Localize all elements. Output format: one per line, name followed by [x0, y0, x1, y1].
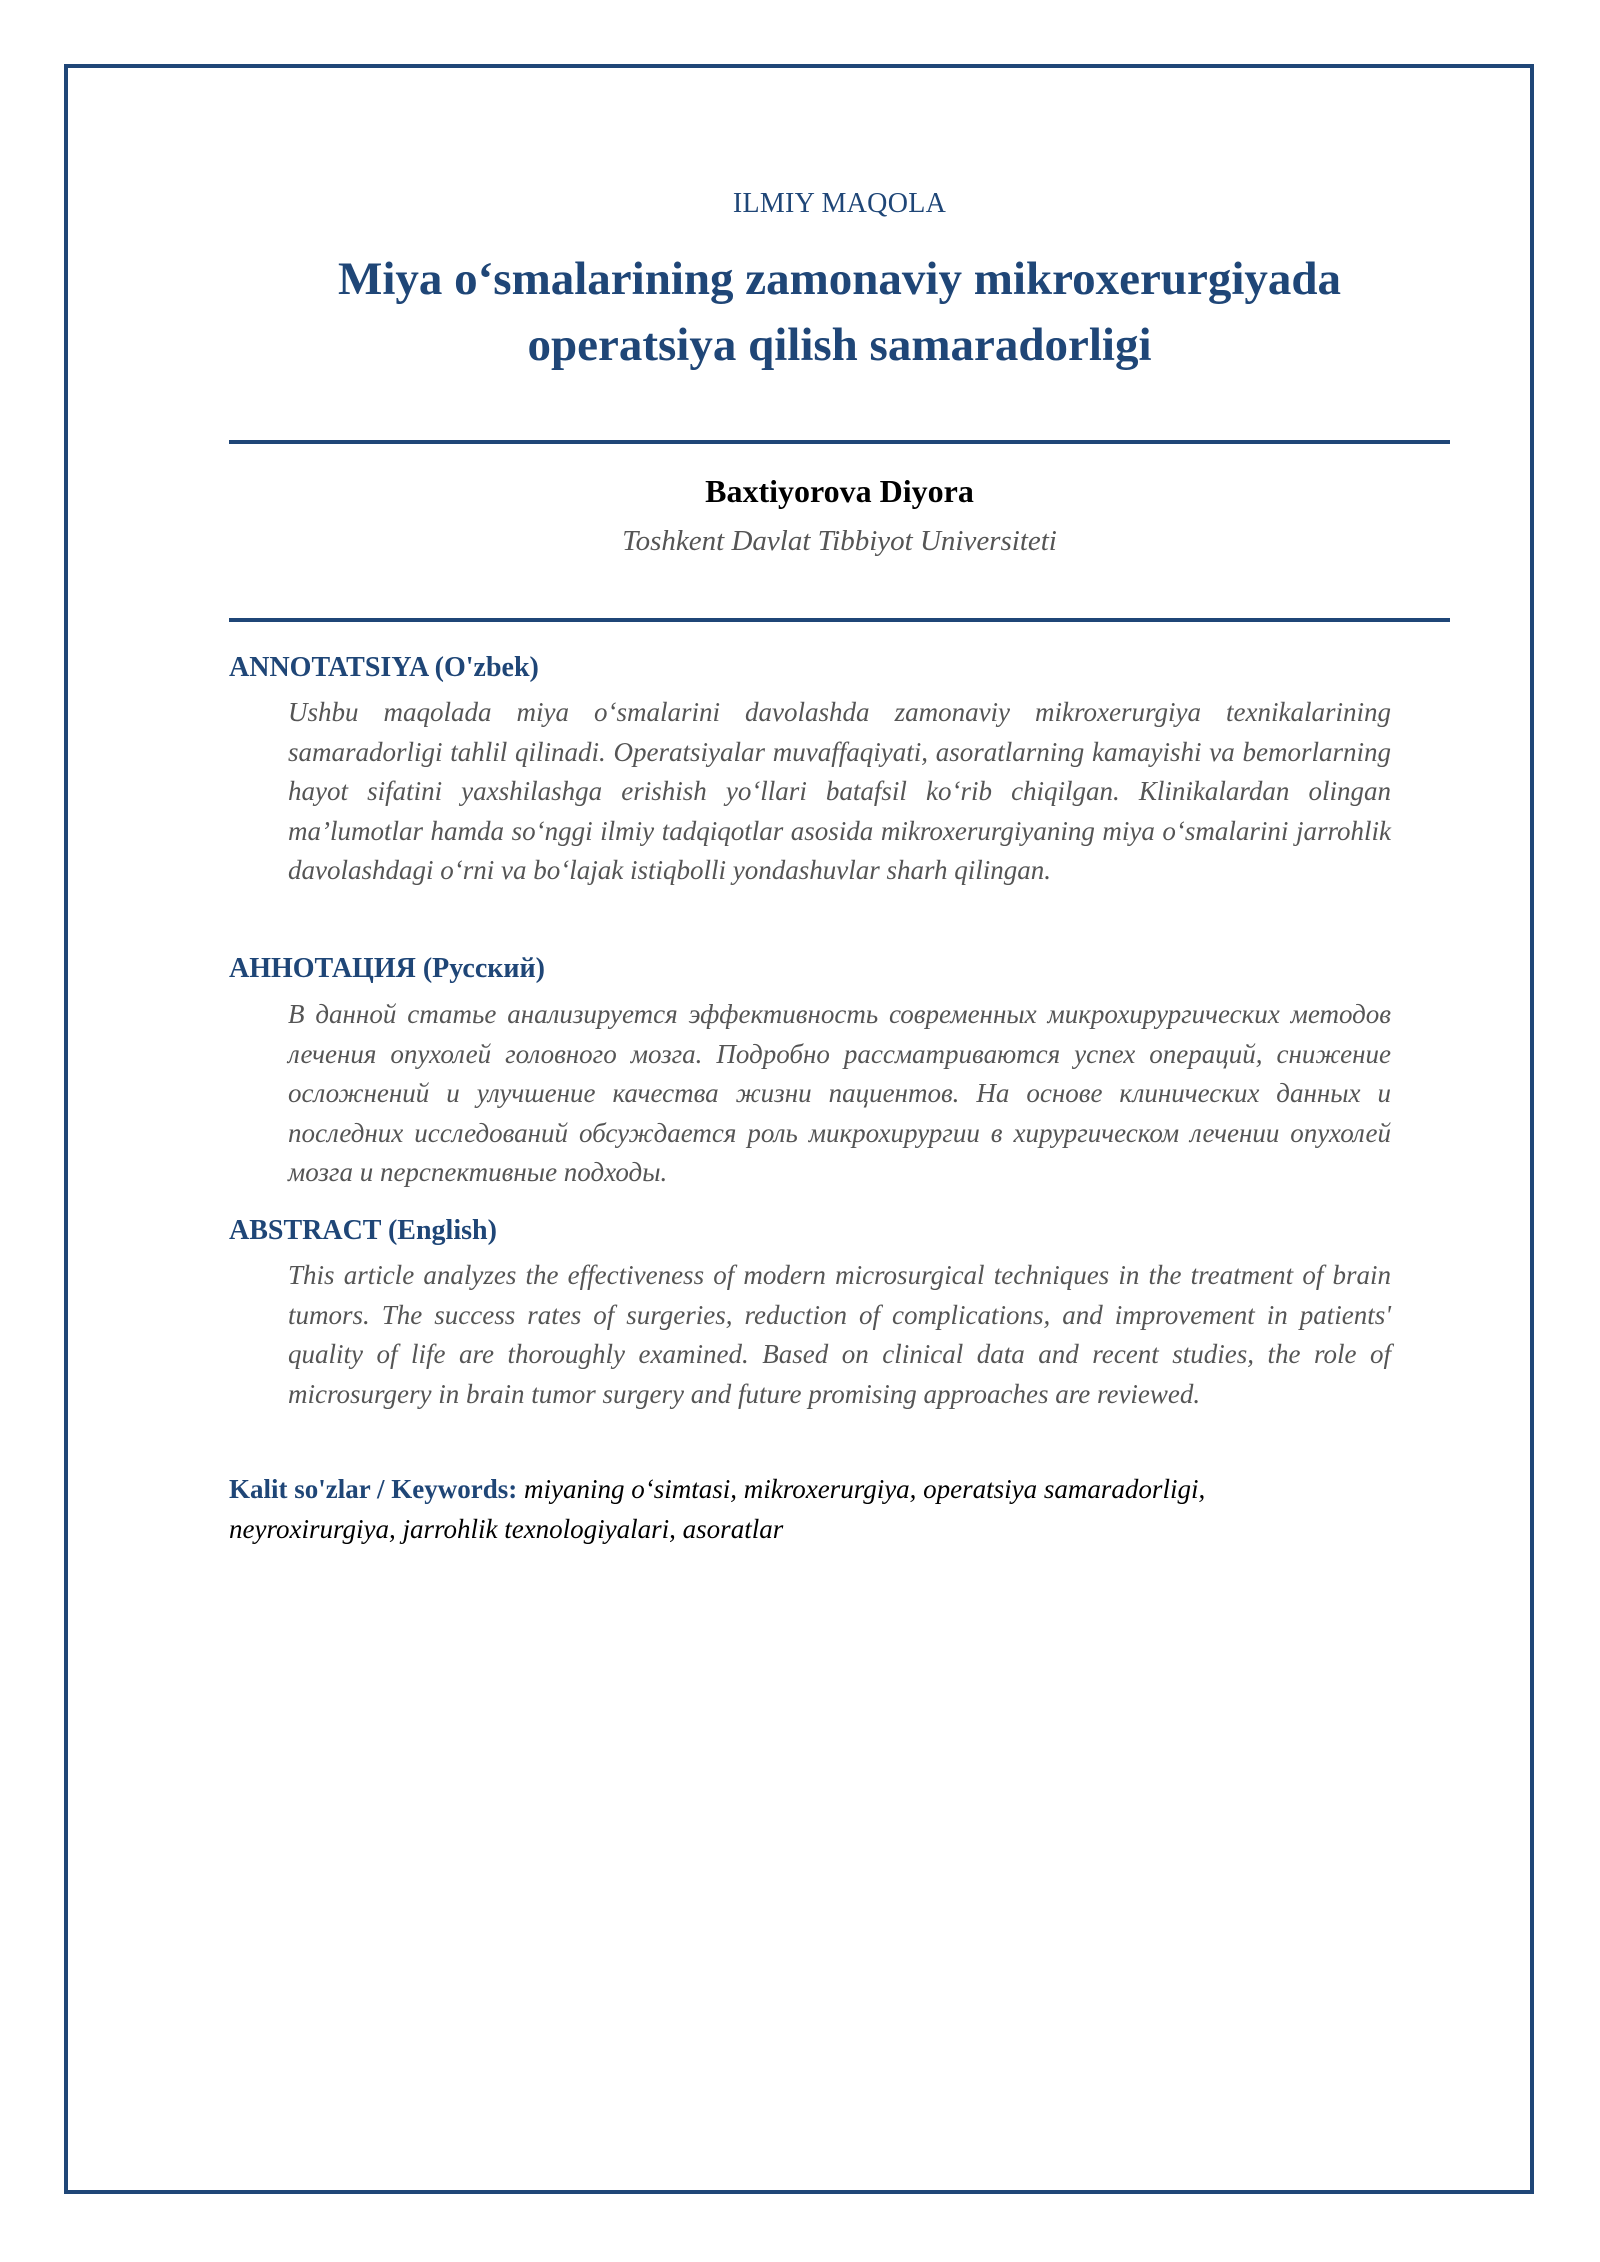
title-divider [229, 440, 1450, 444]
abstract-heading-russian: АННОТАЦИЯ (Русский) [229, 953, 545, 984]
keywords-label: Kalit so'zlar / Keywords: [229, 1474, 518, 1504]
abstract-heading-english: ABSTRACT (English) [229, 1215, 497, 1246]
author-name: Baxtiyorova Diyora [705, 473, 974, 509]
article-title: Miya o‘smalarining zamonaviy mikroxerurgiyada operatsiya qilish samaradorligi [337, 253, 1342, 371]
abstract-text-uzbek: Ushbu maqolada miya o‘smalarini davolashda zamonaviy mikroxerurgiya texnikalarining samaradorligi tahlil qilinadi. Operatsiyalar muvaffaqiyati, asoratlarning kamayishi va bemorlarning hayot sifatini yaxshilashga erishish yo‘llari batafsil ko‘rib chiqilgan. Klinikalardan olingan ma’lumotlar hamda so‘nggi ilmiy tadqiqotlar asosida mikroxerurgiyaning miya o‘smalarini jarrohlik davolashdagi o‘rni va bo‘lajak istiqbolli yondashuvlar sharh qilingan. [288, 697, 1391, 885]
article-category: ILMIY MAQOLA [732, 188, 947, 219]
keywords-text: miyaning o‘simtasi, mikroxerurgiya, operatsiya samaradorligi, neyroxirurgiya, jarrohlik texnologiyalari, asoratlar [229, 1474, 1206, 1544]
abstract-text-russian: В данной статье анализируется эффективность современных микрохирургических методов лечения опухолей головного мозга. Подробно рассматриваются успех операций, снижение осложнений и улучшение качества жизни пациентов. На основе клинических данных и последних исследований обсуждается роль микрохирургии в хирургическом лечении опухолей мозга и перспективные подходы. [288, 999, 1391, 1187]
author-divider [229, 618, 1450, 622]
abstract-text-english: This article analyzes the effectiveness of modern microsurgical techniques in the treatment of brain tumors. The success rates of surgeries, reduction of complications, and improvement in patients' quality of life are thoroughly examined. Based on clinical data and recent studies, the role of microsurgery in brain tumor surgery and future promising approaches are reviewed. [288, 1260, 1391, 1409]
keywords-block [229, 1470, 1339, 1549]
author-affiliation: Toshkent Davlat Tibbiyot Universiteti [622, 525, 1057, 557]
abstract-heading-uzbek: ANNOTATSIYA (O'zbek) [229, 652, 539, 683]
